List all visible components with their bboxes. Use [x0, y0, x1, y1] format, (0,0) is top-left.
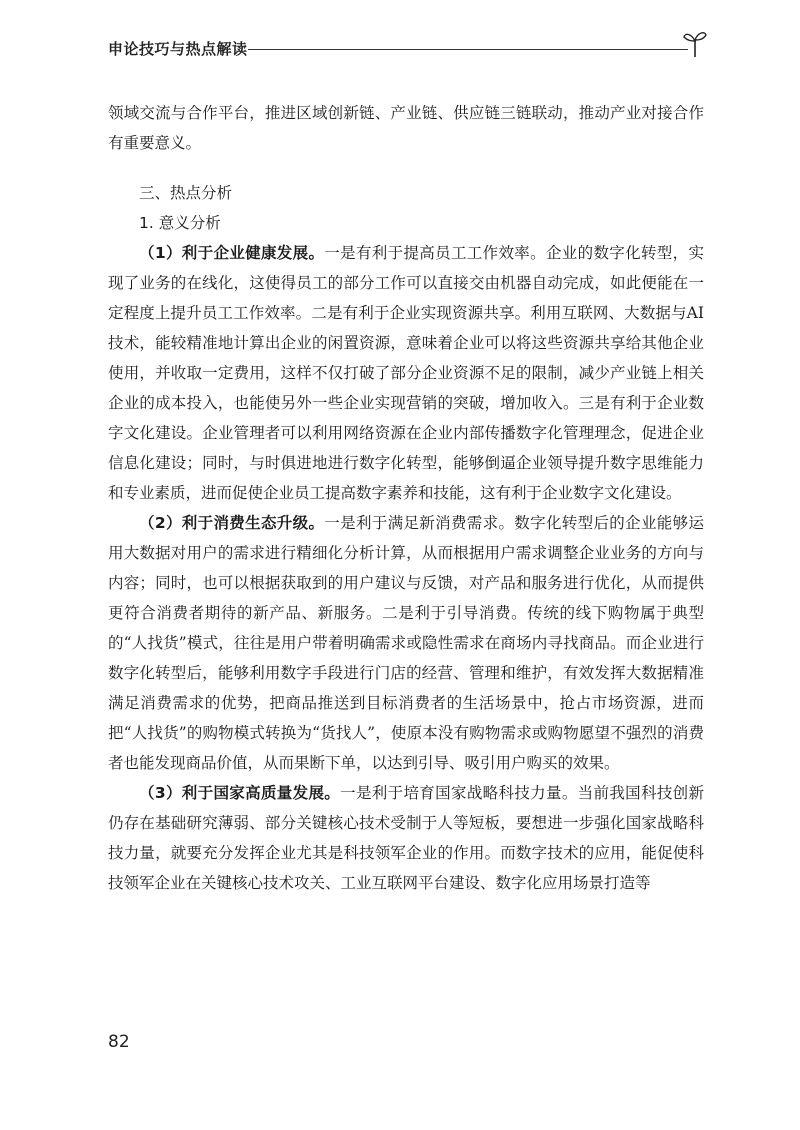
section-title: 三、热点分析: [139, 184, 233, 202]
header-rule: [248, 49, 688, 50]
header-title: 申论技巧与热点解读: [108, 40, 248, 58]
page-number: 82: [108, 1032, 130, 1052]
paragraph-text: 一是利于培育国家战略科技力量。当前我国科技创新仍存在基础研究薄弱、部分关键核心技术受制于人等短板，要想进一步强化国家战略科技力量，就要充分发挥企业尤其是科技领军企业的作用。而数字技术的应用，能促使科技领军企业在关键核心技术攻关、工业互联网平台建设、数字化应用场景打造等: [108, 784, 704, 892]
paragraph-lead: （3）利于国家高质量发展。: [139, 784, 341, 802]
sprout-icon: [682, 28, 708, 58]
page-body: [108, 98, 704, 898]
paragraph-text: 一是有利于提高员工工作效率。企业的数字化转型，实现了业务的在线化，这使得员工的部分工作可以直接交由机器自动完成，如此便能在一定程度上提升员工工作效率。二是有利于企业实现资源共享。利用互联网、大数据与AI技术，能较精准地计算出企业的闲置资源，意味着企业可以将这些资源共享给其他企业使用，并收取一定费用，这样不仅打破了部分企业资源不足的限制，减少产业链上相关企业的成本投入，也能使另外一些企业实现营销的突破，增加收入。三是有利于企业数字文化建设。企业管理者可以利用网络资源在企业内部传播数字化管理理念，促进企业信息化建设；同时，与时俱进地进行数字化转型，能够倒逼企业领导提升数字思维能力和专业素质，进而促使企业员工提高数字素养和技能，这有利于企业数字文化建设。: [108, 244, 704, 502]
paragraph-national-development: [108, 778, 704, 898]
running-header: [108, 36, 708, 62]
continued-paragraph: 领域交流与合作平台，推进区域创新链、产业链、供应链三链联动，推动产业对接合作有重要意义。: [108, 104, 704, 152]
paragraph-enterprise-development: [108, 238, 704, 508]
paragraph-lead: （2）利于消费生态升级。: [139, 514, 325, 532]
paragraph-text: 一是利于满足新消费需求。数字化转型后的企业能够运用大数据对用户的需求进行精细化分析计算，从而根据用户需求调整企业业务的方向与内容；同时，也可以根据获取到的用户建议与反馈，对产品和服务进行优化，从而提供更符合消费者期待的新产品、新服务。二是利于引导消费。传统的线下购物属于典型的“人找货”模式，往往是用户带着明确需求或隐性需求在商场内寻找商品。而企业进行数字化转型后，能够利用数字手段进行门店的经营、管理和维护，有效发挥大数据精准满足消费需求的优势，把商品推送到目标消费者的生活场景中，抢占市场资源，进而把“人找货”的购物模式转换为“货找人”，使原本没有购物需求或购物愿望不强烈的消费者也能发现商品价值，从而果断下单，以达到引导、吸引用户购买的效果。: [108, 514, 704, 772]
subsection-title: 1. 意义分析: [139, 214, 221, 232]
paragraph-lead: （1）利于企业健康发展。: [139, 244, 325, 262]
paragraph-consumption-upgrade: [108, 508, 704, 778]
